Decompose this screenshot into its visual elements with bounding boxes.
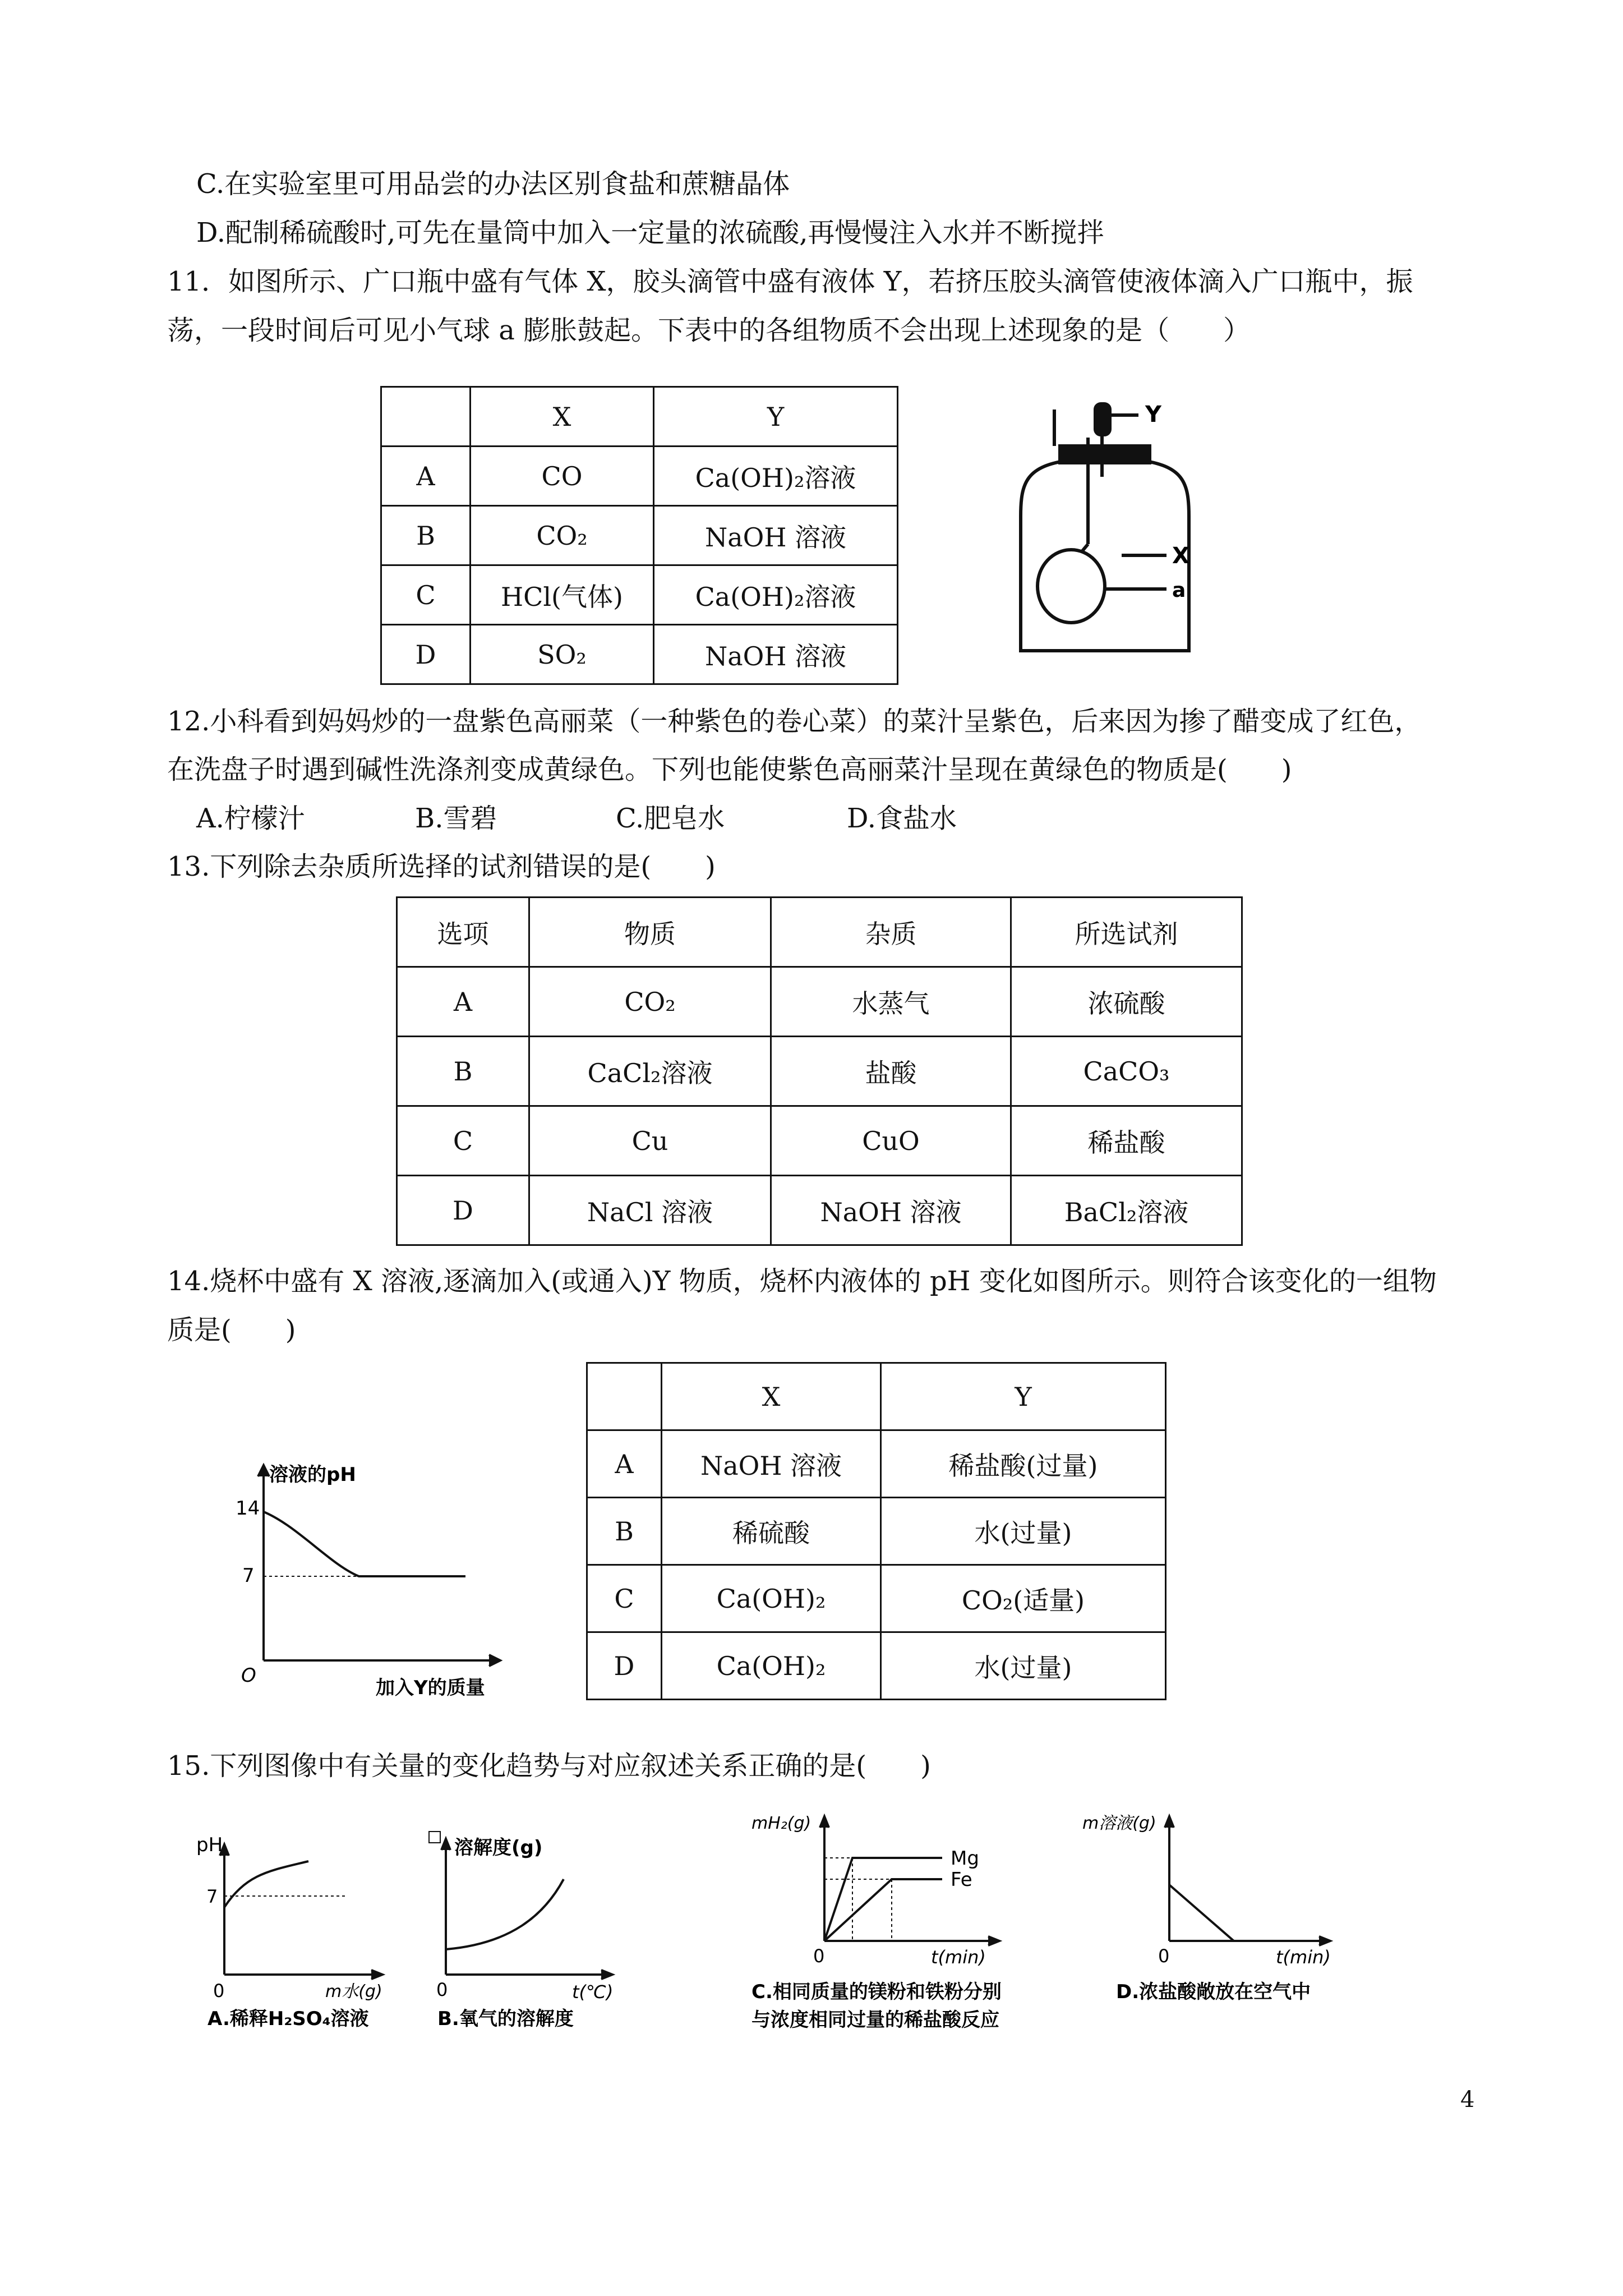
q15-graph-b: [426, 1818, 673, 2042]
q14-header-y: Y: [881, 1363, 1166, 1430]
q15a-caption: A.稀释H₂SO₄溶液: [208, 2008, 369, 2030]
q15a-xlabel: m水(g): [325, 1982, 382, 2001]
q15b-ylabel: 溶解度(g): [454, 1837, 543, 1859]
table-cell: 水蒸气: [771, 967, 1011, 1037]
table-cell: SO₂: [471, 625, 654, 684]
table-cell: C: [381, 565, 471, 625]
table-cell: HCl(气体): [471, 565, 654, 625]
table-cell: CO₂: [529, 967, 771, 1037]
q13-header-impurity: 杂质: [771, 898, 1011, 967]
table-cell: CO₂: [471, 506, 654, 565]
table-cell: B: [587, 1498, 662, 1565]
q15a-ylabel: pH: [196, 1834, 223, 1856]
q15d-caption: D.浓盐酸敞放在空气中: [1116, 1981, 1311, 2003]
q15c-origin: 0: [813, 1945, 825, 1967]
q15d-xlabel: t(min): [1276, 1947, 1331, 1968]
q15-graph-c: [751, 1806, 1066, 2053]
q15c-mg-label: Mg: [951, 1847, 979, 1870]
table-cell: C: [587, 1565, 662, 1632]
q12-option-c: C.肥皂水: [616, 803, 725, 834]
q15-graph-d: [1082, 1806, 1374, 2031]
q12-option-d: D.食盐水: [847, 803, 957, 834]
table-cell: D: [587, 1632, 662, 1700]
q14-header-blank: [587, 1363, 662, 1430]
q13-header-substance: 物质: [529, 898, 771, 967]
q14-graph-tick-7: 7: [242, 1565, 255, 1587]
q14-table: [586, 1362, 1166, 1700]
q14-graph-origin: O: [241, 1664, 256, 1687]
table-cell: NaOH 溶液: [654, 506, 898, 565]
table-cell: NaCl 溶液: [529, 1176, 771, 1245]
q15d-origin: 0: [1158, 1945, 1170, 1967]
q14-graph-ylabel: 溶液的pH: [269, 1464, 356, 1486]
q10-option-d: D.配制稀硫酸时,可先在量筒中加入一定量的浓硫酸,再慢慢注入水并不断搅拌: [196, 217, 1104, 249]
table-cell: 水(过量): [881, 1632, 1166, 1700]
q14-header-x: X: [662, 1363, 881, 1430]
table-cell: Ca(OH)₂: [662, 1565, 881, 1632]
q15a-origin: 0: [213, 1980, 225, 2001]
table-cell: A: [397, 967, 529, 1037]
q11-figure-label-a: a: [1172, 579, 1186, 602]
q15b-origin: 0: [436, 1979, 448, 2000]
table-cell: D: [397, 1176, 529, 1245]
q15c-ylabel: mH₂(g): [751, 1814, 811, 1833]
q15b-xlabel: t(℃): [572, 1981, 614, 2003]
q11-stem-line2: 荡，一段时间后可见小气球 a 膨胀鼓起。下表中的各组物质不会出现上述现象的是（ ）: [167, 315, 1251, 346]
q11-figure-label-x: X: [1172, 543, 1189, 569]
q15c-caption-line1: C.相同质量的镁粉和铁粉分别: [751, 1981, 1002, 2003]
small-box-mark: [429, 1832, 440, 1843]
q15c-xlabel: t(min): [931, 1947, 986, 1968]
q15a-tick-7: 7: [206, 1886, 218, 1907]
q15-graph-a: [196, 1829, 409, 2042]
table-cell: 盐酸: [771, 1037, 1011, 1106]
table-cell: Ca(OH)₂溶液: [654, 565, 898, 625]
q12-stem-line2: 在洗盘子时遇到碱性洗涤剂变成黄绿色。下列也能使紫色高丽菜汁呈现在黄绿色的物质是( ): [167, 754, 1292, 785]
table-cell: BaCl₂溶液: [1011, 1176, 1242, 1245]
q13-header-reagent: 所选试剂: [1011, 898, 1242, 967]
q15c-caption-line2: 与浓度相同过量的稀盐酸反应: [751, 2009, 999, 2031]
q14-stem-line1: 14.烧杯中盛有 X 溶液,逐滴加入(或通入)Y 物质，烧杯内液体的 pH 变化如图所示。则符合该变化的一组物: [167, 1266, 1437, 1297]
q11-header-blank: [381, 387, 471, 447]
table-cell: A: [587, 1430, 662, 1498]
table-cell: Ca(OH)₂溶液: [654, 447, 898, 506]
table-cell: 稀盐酸(过量): [881, 1430, 1166, 1498]
q15d-ylabel: m溶液(g): [1082, 1814, 1156, 1833]
table-cell: CO: [471, 447, 654, 506]
q15-stem: 15.下列图像中有关量的变化趋势与对应叙述关系正确的是( ): [167, 1750, 931, 1782]
q14-stem-line2: 质是( ): [167, 1314, 296, 1346]
q15c-fe-label: Fe: [951, 1869, 972, 1891]
q11-header-x: X: [471, 387, 654, 447]
q14-graph-tick-14: 14: [236, 1497, 260, 1520]
table-cell: 水(过量): [881, 1498, 1166, 1565]
q11-stem-line1: 11．如图所示、广口瓶中盛有气体 X，胶头滴管中盛有液体 Y，若挤压胶头滴管使液体滴入广口瓶中，振: [167, 266, 1413, 297]
table-cell: B: [397, 1037, 529, 1106]
table-cell: 稀硫酸: [662, 1498, 881, 1565]
table-cell: A: [381, 447, 471, 506]
q12-stem-line1: 12.小科看到妈妈炒的一盘紫色高丽菜（一种紫色的卷心菜）的菜汁呈紫色，后来因为掺了醋变成了红色，: [167, 706, 1422, 737]
table-cell: NaOH 溶液: [662, 1430, 881, 1498]
q15b-caption: B.氧气的溶解度: [437, 2008, 574, 2030]
q13-table: [396, 896, 1243, 1246]
table-cell: NaOH 溶液: [654, 625, 898, 684]
q13-header-option: 选项: [397, 898, 529, 967]
table-cell: CO₂(适量): [881, 1565, 1166, 1632]
q12-option-b: B.雪碧: [415, 803, 497, 834]
page-number: 4: [1460, 2087, 1475, 2113]
table-cell: 稀盐酸: [1011, 1106, 1242, 1176]
q11-figure-label-y: Y: [1145, 402, 1161, 427]
table-cell: CuO: [771, 1106, 1011, 1176]
q14-ph-graph: [236, 1458, 527, 1705]
q11-bottle-figure: [1004, 393, 1251, 662]
table-cell: D: [381, 625, 471, 684]
table-cell: 浓硫酸: [1011, 967, 1242, 1037]
q10-option-c: C.在实验室里可用品尝的办法区别食盐和蔗糖晶体: [196, 168, 790, 200]
table-cell: B: [381, 506, 471, 565]
q11-header-y: Y: [654, 387, 898, 447]
q11-table: [380, 386, 898, 685]
table-cell: CaCl₂溶液: [529, 1037, 771, 1106]
table-cell: NaOH 溶液: [771, 1176, 1011, 1245]
q14-graph-xlabel: 加入Y的质量: [376, 1677, 485, 1699]
table-cell: Ca(OH)₂: [662, 1632, 881, 1700]
table-cell: CaCO₃: [1011, 1037, 1242, 1106]
q13-stem: 13.下列除去杂质所选择的试剂错误的是( ): [167, 851, 716, 882]
table-cell: C: [397, 1106, 529, 1176]
table-cell: Cu: [529, 1106, 771, 1176]
q12-option-a: A.柠檬汁: [196, 803, 305, 834]
